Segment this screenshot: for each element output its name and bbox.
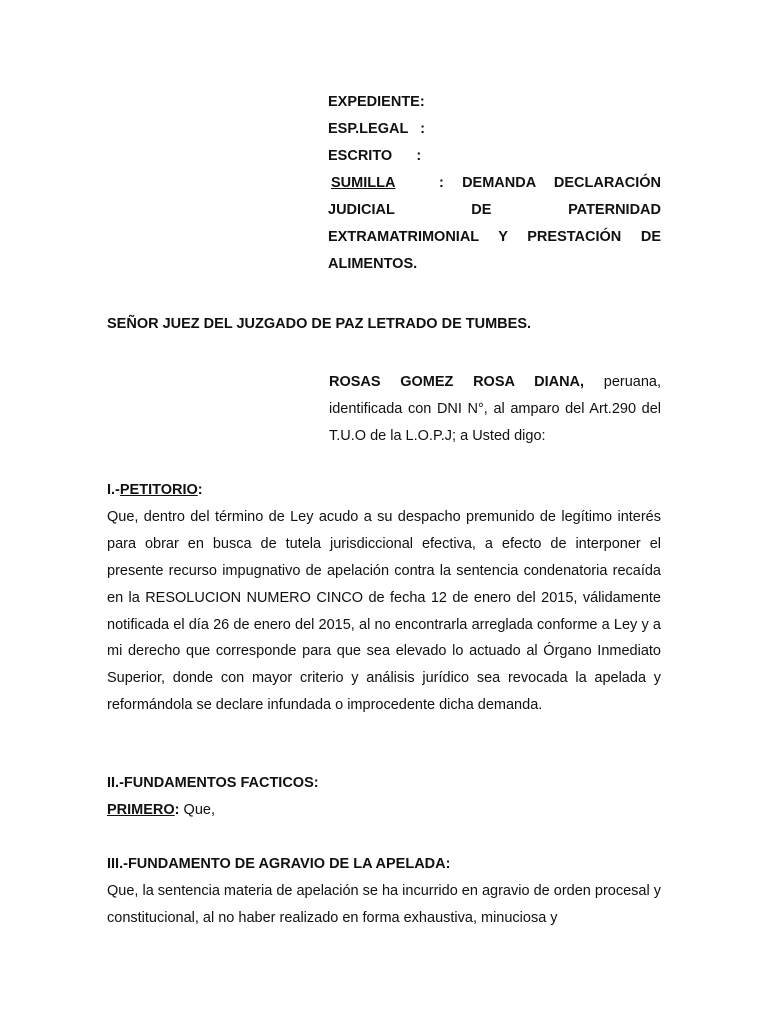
petitorio-suffix: :	[197, 482, 203, 498]
petitorio-section	[107, 477, 661, 719]
escrito-line: ESCRITO :	[328, 148, 422, 164]
agravio-section	[107, 851, 661, 932]
primero-text: Que,	[183, 801, 215, 818]
sumilla-label: SUMILLA	[331, 175, 396, 191]
primero-colon: :	[174, 801, 180, 818]
esp-legal-line: ESP.LEGAL :	[328, 121, 425, 137]
petitorio-title: PETITORIO	[119, 482, 198, 498]
petitorio-prefix: I.-	[107, 482, 120, 498]
sumilla-line	[328, 170, 661, 278]
case-heading-block	[328, 89, 661, 278]
agravio-body: Que, la sentencia materia de apelación se ha incurrido en agravio de orden procesal y constitucional, al no haber realizado en forma exhaustiva, minuciosa y	[107, 882, 661, 926]
agravio-heading: III.-FUNDAMENTO DE AGRAVIO DE LA APELADA:	[107, 856, 451, 872]
primero-line	[107, 797, 661, 824]
sumilla-colon: :	[439, 175, 444, 191]
intro-paragraph	[329, 369, 661, 450]
intro-text: peruana, identificada con DNI N°, al amparo del Art.290 del T.U.O de la L.O.P.J; a Usted digo:	[329, 374, 661, 444]
expediente-line: EXPEDIENTE:	[328, 94, 425, 110]
primero-label: PRIMERO	[107, 801, 175, 818]
petitorio-body: Que, dentro del término de Ley acudo a su despacho premunido de legítimo interés para obrar en busca de tutela jurisdiccional efectiva, a efecto de interponer el presente recurso impugnativo de apelación contra la sentencia condenatoria recaída en la RESOLUCION NUMERO CINCO de fecha 12 de enero del 2015, válidamente notificada el día 26 de enero del 2015, al no encontrarla arreglada conforme a Ley y a mi derecho que corresponde para que sea elevado lo actuado al Órgano Inmediato Superior, donde con mayor criterio y análisis jurídico sea revocada la apelada y reformándola se declare infundada o improcedente dicha demanda.	[107, 508, 661, 714]
addressee-line: SEÑOR JUEZ DEL JUZGADO DE PAZ LETRADO DE TUMBES.	[107, 316, 532, 332]
sumilla-text: DEMANDA DECLARACIÓN JUDICIAL DE PATERNIDAD EXTRAMATRIMONIAL Y PRESTACIÓN DE ALIMENTOS.	[328, 175, 662, 272]
fundamentos-section	[107, 770, 661, 824]
fundamentos-heading: II.-FUNDAMENTOS FACTICOS:	[107, 775, 319, 791]
petitorio-heading	[107, 477, 661, 504]
plaintiff-name: ROSAS GOMEZ ROSA DIANA,	[329, 374, 585, 390]
